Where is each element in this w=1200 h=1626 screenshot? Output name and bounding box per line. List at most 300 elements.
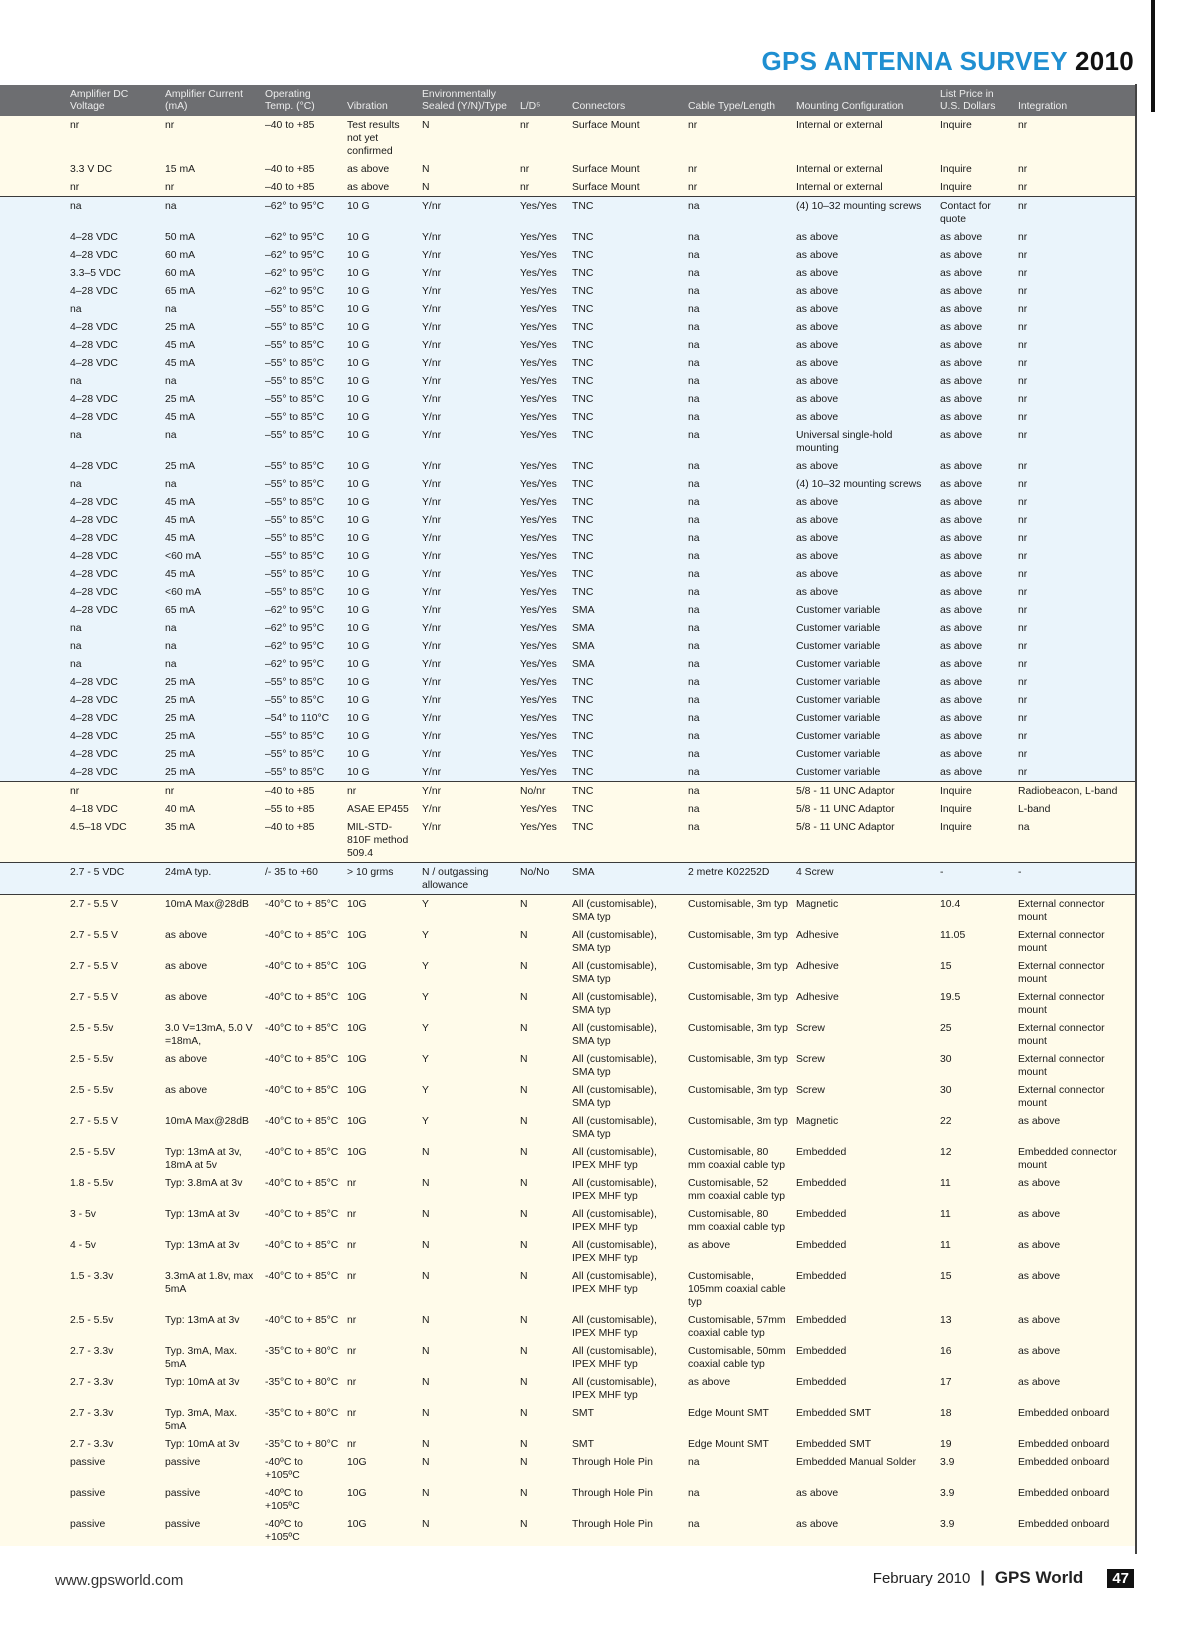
- table-cell: as above: [161, 1081, 261, 1112]
- row-spacer: [0, 1081, 66, 1112]
- table-row: [0, 228, 1135, 246]
- table-cell: Typ: 10mA at 3v: [161, 1373, 261, 1404]
- table-cell: 10 G: [343, 565, 418, 583]
- table-row: [0, 354, 1135, 372]
- table-cell: as above: [1014, 1174, 1135, 1205]
- table-cell: N: [516, 1143, 568, 1174]
- table-cell: –55° to 85°C: [261, 727, 343, 745]
- table-row: [0, 178, 1135, 197]
- table-cell: as above: [792, 565, 936, 583]
- table-cell: N: [516, 1515, 568, 1546]
- table-cell: Y: [418, 1081, 516, 1112]
- table-cell: 12: [936, 1143, 1014, 1174]
- table-cell: 10G: [343, 1484, 418, 1515]
- table-cell: -40°C to + 85°C: [261, 957, 343, 988]
- table-cell: –62° to 95°C: [261, 197, 343, 229]
- table-cell: 17: [936, 1373, 1014, 1404]
- table-cell: Y/nr: [418, 475, 516, 493]
- table-cell: Embedded SMT: [792, 1435, 936, 1453]
- table-cell: –55° to 85°C: [261, 318, 343, 336]
- table-cell: Customer variable: [792, 655, 936, 673]
- table-cell: 10 G: [343, 727, 418, 745]
- table-cell: nr: [161, 782, 261, 801]
- row-spacer: [0, 1311, 66, 1342]
- table-cell: na: [684, 709, 792, 727]
- table-cell: na: [684, 457, 792, 475]
- table-cell: 45 mA: [161, 354, 261, 372]
- table-cell: 10 G: [343, 745, 418, 763]
- table-cell: na: [684, 372, 792, 390]
- table-cell: Y/nr: [418, 426, 516, 457]
- table-cell: N: [418, 116, 516, 160]
- table-cell: na: [161, 655, 261, 673]
- table-cell: -40ºC to +105ºC: [261, 1453, 343, 1484]
- table-cell: nr: [343, 782, 418, 801]
- table-cell: as above: [936, 228, 1014, 246]
- table-cell: 10 G: [343, 318, 418, 336]
- table-cell: 10G: [343, 895, 418, 927]
- table-cell: -40°C to + 85°C: [261, 1205, 343, 1236]
- table-cell: (4) 10–32 mounting screws: [792, 475, 936, 493]
- table-cell: N: [516, 1050, 568, 1081]
- table-cell: Y/nr: [418, 493, 516, 511]
- table-cell: -40ºC to +105ºC: [261, 1515, 343, 1546]
- table-cell: –62° to 95°C: [261, 246, 343, 264]
- table-cell: as above: [936, 619, 1014, 637]
- table-cell: 15: [936, 957, 1014, 988]
- table-cell: as above: [936, 354, 1014, 372]
- table-cell: nr: [1014, 408, 1135, 426]
- table-cell: as above: [1014, 1373, 1135, 1404]
- table-cell: Yes/Yes: [516, 457, 568, 475]
- table-cell: Yes/Yes: [516, 727, 568, 745]
- table-cell: Yes/Yes: [516, 282, 568, 300]
- table-cell: 25 mA: [161, 763, 261, 782]
- table-cell: as above: [1014, 1112, 1135, 1143]
- table-cell: -35°C to + 80°C: [261, 1404, 343, 1435]
- table-row: [0, 1404, 1135, 1435]
- table-cell: SMA: [568, 619, 684, 637]
- table-cell: –54° to 110°C: [261, 709, 343, 727]
- table-cell: 13: [936, 1311, 1014, 1342]
- table-cell: na: [684, 782, 792, 801]
- table-cell: na: [684, 246, 792, 264]
- table-cell: –55 to +85: [261, 800, 343, 818]
- table-cell: 10 G: [343, 691, 418, 709]
- table-cell: nr: [343, 1342, 418, 1373]
- table-cell: /- 35 to +60: [261, 863, 343, 895]
- table-cell: nr: [1014, 619, 1135, 637]
- table-cell: 45 mA: [161, 336, 261, 354]
- table-row: [0, 300, 1135, 318]
- table-cell: as above: [792, 300, 936, 318]
- table-cell: as above: [1014, 1236, 1135, 1267]
- table-cell: 2.7 - 5.5 V: [66, 1112, 161, 1143]
- row-spacer: [0, 426, 66, 457]
- column-header: List Price in U.S. Dollars: [936, 85, 1014, 116]
- table-cell: TNC: [568, 782, 684, 801]
- table-cell: –55° to 85°C: [261, 565, 343, 583]
- table-cell: 4–28 VDC: [66, 228, 161, 246]
- table-cell: Embedded onboard: [1014, 1515, 1135, 1546]
- table-cell: Y: [418, 926, 516, 957]
- table-cell: 30: [936, 1050, 1014, 1081]
- table-cell: 25 mA: [161, 318, 261, 336]
- table-cell: Embedded: [792, 1342, 936, 1373]
- table-cell: as above: [936, 300, 1014, 318]
- table-cell: 18: [936, 1404, 1014, 1435]
- row-spacer: [0, 863, 66, 895]
- table-cell: 10 G: [343, 354, 418, 372]
- table-cell: SMA: [568, 601, 684, 619]
- table-cell: na: [684, 390, 792, 408]
- table-cell: nr: [1014, 691, 1135, 709]
- row-spacer: [0, 390, 66, 408]
- table-cell: 11.05: [936, 926, 1014, 957]
- table-cell: TNC: [568, 426, 684, 457]
- table-cell: as above: [936, 390, 1014, 408]
- table-cell: Yes/Yes: [516, 637, 568, 655]
- table-cell: as above: [936, 691, 1014, 709]
- table-cell: 4–28 VDC: [66, 282, 161, 300]
- table-cell: 25: [936, 1019, 1014, 1050]
- table-cell: nr: [1014, 246, 1135, 264]
- table-cell: as above: [792, 228, 936, 246]
- table-cell: nr: [343, 1311, 418, 1342]
- column-header: Connectors: [568, 85, 684, 116]
- table-cell: as above: [792, 457, 936, 475]
- table-cell: 2.7 - 5.5 V: [66, 988, 161, 1019]
- table-cell: 5/8 - 11 UNC Adaptor: [792, 800, 936, 818]
- table-cell: Yes/Yes: [516, 475, 568, 493]
- table-cell: nr: [1014, 493, 1135, 511]
- table-cell: N: [418, 1484, 516, 1515]
- table-cell: nr: [1014, 372, 1135, 390]
- table-cell: Y/nr: [418, 246, 516, 264]
- table-cell: –55° to 85°C: [261, 408, 343, 426]
- table-cell: as above: [1014, 1205, 1135, 1236]
- table-cell: 11: [936, 1236, 1014, 1267]
- column-header: Operating Temp. (°C): [261, 85, 343, 116]
- table-cell: TNC: [568, 691, 684, 709]
- row-spacer: [0, 1174, 66, 1205]
- table-cell: 10.4: [936, 895, 1014, 927]
- table-cell: nr: [684, 116, 792, 160]
- table-row: [0, 782, 1135, 801]
- row-spacer: [0, 1404, 66, 1435]
- table-cell: na: [684, 673, 792, 691]
- table-cell: Inquire: [936, 800, 1014, 818]
- row-spacer: [0, 745, 66, 763]
- table-cell: na: [684, 318, 792, 336]
- table-cell: Y/nr: [418, 318, 516, 336]
- table-cell: –62° to 95°C: [261, 282, 343, 300]
- table-cell: Adhesive: [792, 988, 936, 1019]
- table-cell: Customisable, 80 mm coaxial cable typ: [684, 1205, 792, 1236]
- table-cell: 45 mA: [161, 511, 261, 529]
- table-cell: N: [418, 1205, 516, 1236]
- table-cell: 2.7 - 5 VDC: [66, 863, 161, 895]
- table-cell: Y: [418, 1019, 516, 1050]
- table-cell: 1.8 - 5.5v: [66, 1174, 161, 1205]
- table-row: [0, 1081, 1135, 1112]
- table-row: [0, 116, 1135, 160]
- table-cell: Customisable, 3m typ: [684, 895, 792, 927]
- table-cell: N: [516, 1019, 568, 1050]
- table-cell: na: [684, 727, 792, 745]
- table-cell: All (customisable), SMA typ: [568, 1050, 684, 1081]
- column-header: Amplifier Current (mA): [161, 85, 261, 116]
- table-row: [0, 1515, 1135, 1546]
- table-cell: passive: [161, 1515, 261, 1546]
- table-cell: na: [684, 565, 792, 583]
- table-cell: All (customisable), IPEX MHF typ: [568, 1143, 684, 1174]
- row-spacer: [0, 895, 66, 927]
- table-row: [0, 1236, 1135, 1267]
- table-cell: Y/nr: [418, 619, 516, 637]
- table-cell: na: [684, 197, 792, 229]
- row-spacer: [0, 655, 66, 673]
- table-cell: All (customisable), IPEX MHF typ: [568, 1174, 684, 1205]
- row-spacer: [0, 583, 66, 601]
- table-cell: TNC: [568, 547, 684, 565]
- table-cell: 10 G: [343, 300, 418, 318]
- table-cell: TNC: [568, 408, 684, 426]
- table-cell: N: [516, 957, 568, 988]
- table-cell: All (customisable), SMA typ: [568, 926, 684, 957]
- table-row: [0, 336, 1135, 354]
- table-cell: Inquire: [936, 782, 1014, 801]
- table-cell: N: [418, 1404, 516, 1435]
- table-cell: Y/nr: [418, 390, 516, 408]
- table-cell: Y/nr: [418, 228, 516, 246]
- table-cell: Magnetic: [792, 895, 936, 927]
- table-cell: as above: [936, 282, 1014, 300]
- table-cell: as above: [792, 282, 936, 300]
- table-cell: as above: [936, 408, 1014, 426]
- table-cell: 60 mA: [161, 246, 261, 264]
- row-spacer: [0, 1484, 66, 1515]
- table-cell: passive: [161, 1453, 261, 1484]
- row-spacer: [0, 282, 66, 300]
- table-cell: na: [66, 619, 161, 637]
- table-cell: Y/nr: [418, 691, 516, 709]
- table-cell: as above: [343, 160, 418, 178]
- table-cell: Yes/Yes: [516, 529, 568, 547]
- table-cell: 3 - 5v: [66, 1205, 161, 1236]
- table-cell: as above: [936, 601, 1014, 619]
- table-cell: 2.7 - 3.3v: [66, 1435, 161, 1453]
- table-cell: -40°C to + 85°C: [261, 926, 343, 957]
- table-row: [0, 1484, 1135, 1515]
- table-cell: na: [684, 763, 792, 782]
- table-cell: Internal or external: [792, 116, 936, 160]
- table-cell: Yes/Yes: [516, 300, 568, 318]
- table-cell: Y: [418, 988, 516, 1019]
- table-cell: Y/nr: [418, 264, 516, 282]
- table-cell: as above: [161, 1050, 261, 1081]
- table-cell: Customisable, 80 mm coaxial cable typ: [684, 1143, 792, 1174]
- footer-url[interactable]: www.gpsworld.com: [55, 1572, 184, 1589]
- table-cell: nr: [684, 178, 792, 197]
- table-cell: 4–28 VDC: [66, 601, 161, 619]
- table-cell: Y/nr: [418, 782, 516, 801]
- table-cell: as above: [161, 988, 261, 1019]
- table-cell: 4–28 VDC: [66, 457, 161, 475]
- table-row: [0, 863, 1135, 895]
- table-cell: nr: [343, 1205, 418, 1236]
- table-cell: -40°C to + 85°C: [261, 895, 343, 927]
- table-cell: 2.7 - 3.3v: [66, 1404, 161, 1435]
- table-cell: Y/nr: [418, 354, 516, 372]
- table-cell: nr: [1014, 390, 1135, 408]
- table-cell: na: [684, 426, 792, 457]
- table-cell: as above: [792, 529, 936, 547]
- table-cell: 3.3mA at 1.8v, max 5mA: [161, 1267, 261, 1311]
- table-cell: Surface Mount: [568, 178, 684, 197]
- table-cell: as above: [936, 264, 1014, 282]
- column-header: Vibration: [343, 85, 418, 116]
- table-cell: 10 G: [343, 655, 418, 673]
- table-row: [0, 709, 1135, 727]
- table-cell: Customer variable: [792, 727, 936, 745]
- row-spacer: [0, 800, 66, 818]
- table-cell: na: [66, 372, 161, 390]
- row-spacer: [0, 300, 66, 318]
- table-cell: –62° to 95°C: [261, 619, 343, 637]
- column-header: Environmentally Sealed (Y/N)/Type: [418, 85, 516, 116]
- table-cell: na: [1014, 818, 1135, 863]
- table-cell: Typ. 3mA, Max. 5mA: [161, 1342, 261, 1373]
- table-cell: Through Hole Pin: [568, 1453, 684, 1484]
- side-vertical-rule: [1135, 84, 1137, 1554]
- table-cell: Customisable, 3m typ: [684, 1081, 792, 1112]
- table-row: [0, 318, 1135, 336]
- table-cell: as above: [161, 957, 261, 988]
- table-cell: na: [684, 637, 792, 655]
- table-cell: TNC: [568, 745, 684, 763]
- table-cell: –55° to 85°C: [261, 529, 343, 547]
- table-cell: Yes/Yes: [516, 583, 568, 601]
- table-cell: as above: [684, 1236, 792, 1267]
- table-cell: <60 mA: [161, 583, 261, 601]
- table-cell: 19.5: [936, 988, 1014, 1019]
- table-cell: 10G: [343, 1081, 418, 1112]
- table-cell: 10 G: [343, 457, 418, 475]
- table-cell: as above: [792, 318, 936, 336]
- table-cell: nr: [1014, 529, 1135, 547]
- table-cell: External connector mount: [1014, 988, 1135, 1019]
- table-cell: TNC: [568, 246, 684, 264]
- table-cell: Yes/Yes: [516, 763, 568, 782]
- table-cell: TNC: [568, 354, 684, 372]
- table-cell: nr: [1014, 116, 1135, 160]
- table-cell: na: [66, 475, 161, 493]
- table-cell: Yes/Yes: [516, 818, 568, 863]
- table-cell: as above: [936, 547, 1014, 565]
- table-cell: na: [684, 475, 792, 493]
- table-cell: na: [684, 300, 792, 318]
- table-cell: as above: [1014, 1342, 1135, 1373]
- table-cell: Embedded onboard: [1014, 1404, 1135, 1435]
- table-cell: –40 to +85: [261, 178, 343, 197]
- table-cell: SMT: [568, 1435, 684, 1453]
- table-cell: nr: [1014, 655, 1135, 673]
- table-cell: na: [66, 300, 161, 318]
- table-cell: 50 mA: [161, 228, 261, 246]
- row-spacer: [0, 197, 66, 229]
- table-cell: nr: [1014, 336, 1135, 354]
- table-cell: Yes/Yes: [516, 709, 568, 727]
- table-cell: nr: [1014, 583, 1135, 601]
- column-header: Mounting Configuration: [792, 85, 936, 116]
- table-cell: 2.5 - 5.5v: [66, 1050, 161, 1081]
- table-cell: -40°C to + 85°C: [261, 1019, 343, 1050]
- table-cell: as above: [936, 511, 1014, 529]
- table-cell: Typ: 13mA at 3v: [161, 1311, 261, 1342]
- table-cell: Embedded onboard: [1014, 1484, 1135, 1515]
- table-cell: as above: [936, 763, 1014, 782]
- table-cell: as above: [792, 336, 936, 354]
- table-cell: Radiobeacon, L-band: [1014, 782, 1135, 801]
- table-cell: 4.5–18 VDC: [66, 818, 161, 863]
- table-cell: na: [684, 336, 792, 354]
- row-spacer: [0, 691, 66, 709]
- row-spacer: [0, 246, 66, 264]
- table-cell: All (customisable), SMA typ: [568, 1081, 684, 1112]
- table-cell: 10 G: [343, 228, 418, 246]
- table-cell: na: [161, 475, 261, 493]
- row-spacer: [0, 818, 66, 863]
- table-cell: External connector mount: [1014, 957, 1135, 988]
- table-cell: Yes/Yes: [516, 318, 568, 336]
- table-cell: Inquire: [936, 818, 1014, 863]
- table-cell: Universal single-hold mounting: [792, 426, 936, 457]
- row-spacer: [0, 957, 66, 988]
- table-cell: -40°C to + 85°C: [261, 1112, 343, 1143]
- table-cell: N: [516, 1311, 568, 1342]
- table-row: [0, 818, 1135, 863]
- table-row: [0, 745, 1135, 763]
- table-cell: 10 G: [343, 763, 418, 782]
- table-cell: as above: [792, 354, 936, 372]
- table-row: [0, 565, 1135, 583]
- table-cell: nr: [66, 782, 161, 801]
- table-row: [0, 763, 1135, 782]
- table-row: [0, 1342, 1135, 1373]
- table-cell: 10G: [343, 1050, 418, 1081]
- table-cell: MIL-STD-810F method 509.4: [343, 818, 418, 863]
- table-cell: 4–28 VDC: [66, 691, 161, 709]
- table-cell: N: [418, 1515, 516, 1546]
- table-cell: 10 G: [343, 426, 418, 457]
- table-cell: 10 G: [343, 493, 418, 511]
- table-cell: 10G: [343, 1019, 418, 1050]
- table-cell: -: [936, 863, 1014, 895]
- row-spacer: [0, 1143, 66, 1174]
- table-cell: 4–28 VDC: [66, 529, 161, 547]
- table-row: [0, 197, 1135, 229]
- table-cell: as above: [936, 318, 1014, 336]
- table-cell: SMA: [568, 863, 684, 895]
- table-row: [0, 493, 1135, 511]
- table-cell: nr: [516, 116, 568, 160]
- table-cell: 2.7 - 3.3v: [66, 1342, 161, 1373]
- table-row: [0, 673, 1135, 691]
- table-row: [0, 457, 1135, 475]
- table-cell: nr: [161, 116, 261, 160]
- table-cell: Y/nr: [418, 727, 516, 745]
